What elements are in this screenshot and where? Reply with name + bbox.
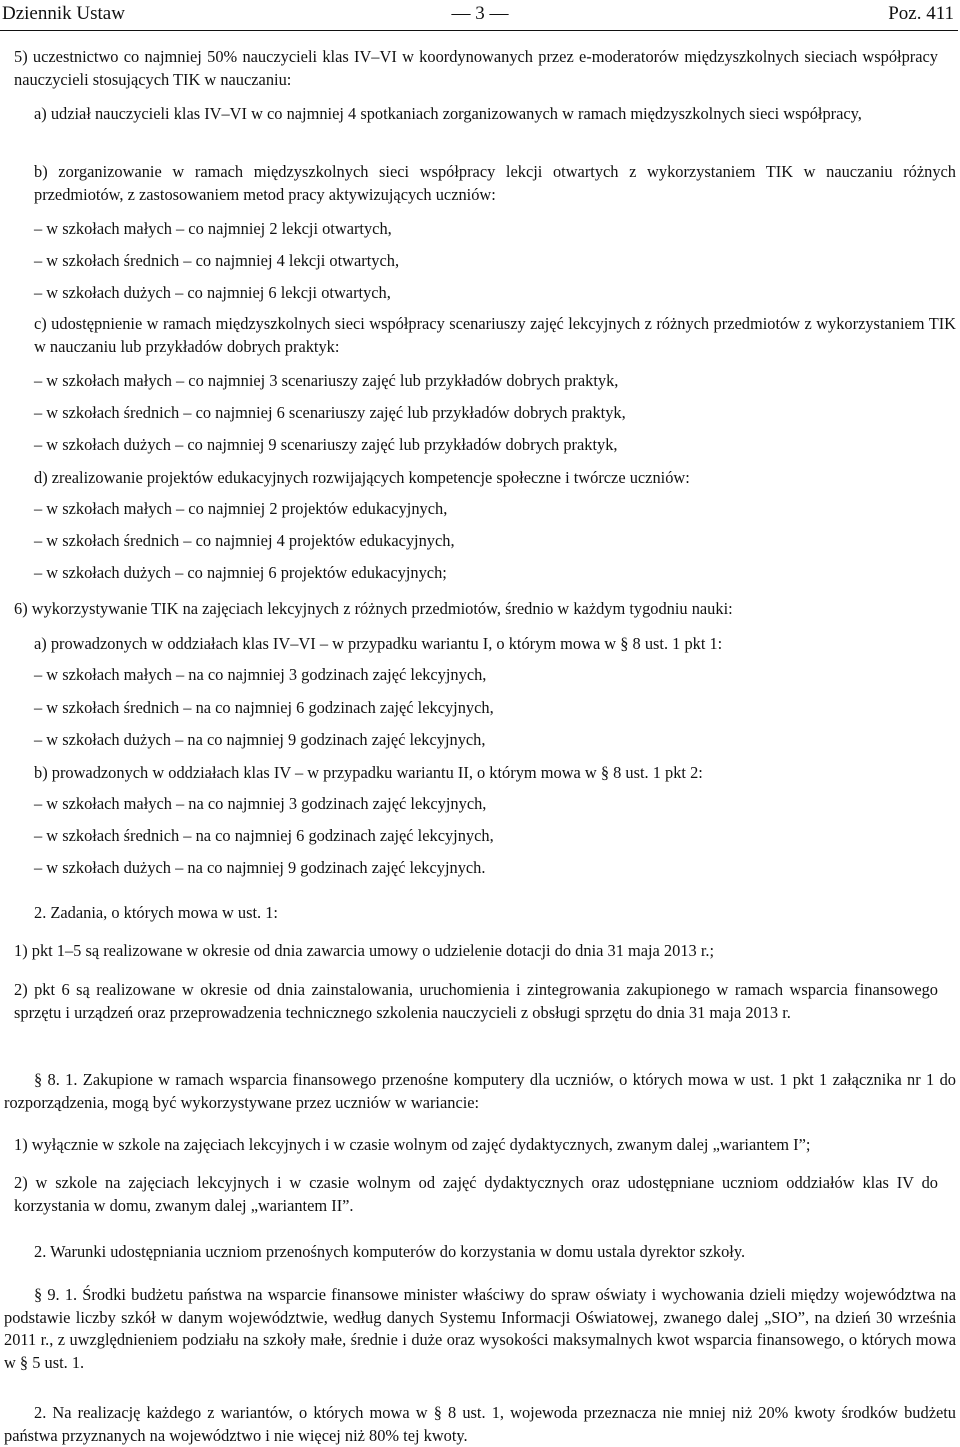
item-5b-dash-2: – w szkołach średnich – co najmniej 4 lekcji otwartych,	[34, 251, 400, 270]
position-number: Poz. 411	[888, 3, 954, 24]
section-8-item-2: 2) w szkole na zajęciach lekcyjnych i w czasie wolnym od zajęć dydaktycznych oraz udostępniane uczniom oddziałów klas IV do korzystania w domu, zwanym dalej „wariantem II”.	[14, 1173, 938, 1215]
par-2-item-2: 2) pkt 6 są realizowane w okresie od dnia zainstalowania, uruchomienia i zintegrowania zakupionego w ramach wsparcia finansowego sprzętu i urządzeń oraz przeprowadzenia technicznego szkolenia nauczycieli z obsługi sprzętu do dnia 31 maja 2013 r.	[14, 980, 938, 1022]
item-5b-dash-3: – w szkołach dużych – co najmniej 6 lekcji otwartych,	[34, 283, 391, 302]
item-5c-dash-2: – w szkołach średnich – co najmniej 6 scenariuszy zajęć lub przykładów dobrych praktyk,	[34, 403, 626, 422]
item-6b-dash-2: – w szkołach średnich – na co najmniej 6 godzinach zajęć lekcyjnych,	[34, 826, 494, 845]
item-6: 6) wykorzystywanie TIK na zajęciach lekcyjnych z różnych przedmiotów, średnio w każdym tygodniu nauki:	[14, 599, 733, 618]
page-number: — 3 —	[451, 3, 509, 24]
item-6a-dash-1: – w szkołach małych – na co najmniej 3 godzinach zajęć lekcyjnych,	[34, 665, 487, 684]
item-5d-dash-2: – w szkołach średnich – co najmniej 4 projektów edukacyjnych,	[34, 531, 455, 550]
item-5b-dash-1: – w szkołach małych – co najmniej 2 lekcji otwartych,	[34, 219, 392, 238]
item-5a: a) udział nauczycieli klas IV–VI w co najmniej 4 spotkaniach zorganizowanych w ramach międzyszkolnych sieci współpracy,	[34, 104, 862, 123]
item-5d: d) zrealizowanie projektów edukacyjnych rozwijających kompetencje społeczne i twórcze uczniów:	[34, 468, 690, 487]
section-8-par-2: 2. Warunki udostępniania uczniom przenośnych komputerów do korzystania w domu ustala dyrektor szkoły.	[34, 1242, 746, 1261]
section-8-item-1: 1) wyłącznie w szkole na zajęciach lekcyjnych i w czasie wolnym od zajęć dydaktycznych, zwanym dalej „wariantem I”;	[14, 1135, 811, 1154]
page-header	[0, 0, 958, 31]
item-6b-dash-3: – w szkołach dużych – na co najmniej 9 godzinach zajęć lekcyjnych.	[34, 858, 486, 877]
par-2-item-1: 1) pkt 1–5 są realizowane w okresie od dnia zawarcia umowy o udzielenie dotacji do dnia 31 maja 2013 r.;	[14, 941, 715, 960]
item-5d-dash-1: – w szkołach małych – co najmniej 2 projektów edukacyjnych,	[34, 499, 448, 518]
item-6a-dash-3: – w szkołach dużych – na co najmniej 9 godzinach zajęć lekcyjnych,	[34, 730, 486, 749]
section-9-par-1: § 9. 1. Środki budżetu państwa na wsparcie finansowe minister właściwy do spraw oświaty i wychowania dzieli między województwa na podstawie liczby szkół w danym województwie, według danych Systemu Informacji Oświatowej, zwanego dalej „SIO”, na dzień 30 września 2011 r., z uwzględnieniem podziału na szkoły małe, średnie i duże oraz wysokości maksymalnych kwot wsparcia finansowego, o których mowa w § 5 ust. 1.	[4, 1285, 956, 1372]
item-6b-dash-1: – w szkołach małych – na co najmniej 3 godzinach zajęć lekcyjnych,	[34, 794, 487, 813]
item-5d-dash-3: – w szkołach dużych – co najmniej 6 projektów edukacyjnych;	[34, 563, 447, 582]
item-5c-dash-1: – w szkołach małych – co najmniej 3 scenariuszy zajęć lub przykładów dobrych praktyk,	[34, 371, 619, 390]
item-5c-dash-3: – w szkołach dużych – co najmniej 9 scenariuszy zajęć lub przykładów dobrych praktyk,	[34, 435, 618, 454]
item-6b: b) prowadzonych w oddziałach klas IV – w przypadku wariantu II, o którym mowa w § 8 ust. 1 pkt 2:	[34, 763, 703, 782]
item-5c: c) udostępnienie w ramach międzyszkolnych sieci współpracy scenariuszy zajęć lekcyjnych z różnych przedmiotów z wykorzystaniem TIK w nauczaniu lub przykładów dobrych praktyk:	[34, 314, 956, 356]
section-7-par-2: 2. Zadania, o których mowa w ust. 1:	[34, 903, 278, 922]
item-5: 5) uczestnictwo co najmniej 50% nauczycieli klas IV–VI w koordynowanych przez e-moderatorów międzyszkolnych sieciach współpracy nauczycieli stosujących TIK w nauczaniu:	[14, 47, 938, 89]
section-9-par-2: 2. Na realizację każdego z wariantów, o których mowa w § 8 ust. 1, wojewoda przeznacza nie mniej niż 20% kwoty środków budżetu państwa przyznanych na województwo i nie więcej niż 80% tej kwoty.	[4, 1403, 956, 1445]
journal-name: Dziennik Ustaw	[2, 3, 125, 24]
item-5b: b) zorganizowanie w ramach międzyszkolnych sieci współpracy lekcji otwartych z wykorzystaniem TIK w nauczaniu różnych przedmiotów, z zastosowaniem metod pracy aktywizujących uczniów:	[34, 162, 956, 204]
item-6a-dash-2: – w szkołach średnich – na co najmniej 6 godzinach zajęć lekcyjnych,	[34, 698, 494, 717]
item-6a: a) prowadzonych w oddziałach klas IV–VI – w przypadku wariantu I, o którym mowa w § 8 ust. 1 pkt 1:	[34, 634, 723, 653]
section-8-par-1: § 8. 1. Zakupione w ramach wsparcia finansowego przenośne komputery dla uczniów, o których mowa w ust. 1 pkt 1 załącznika nr 1 do rozporządzenia, mogą być wykorzystywane przez uczniów w wariancie:	[4, 1070, 956, 1112]
